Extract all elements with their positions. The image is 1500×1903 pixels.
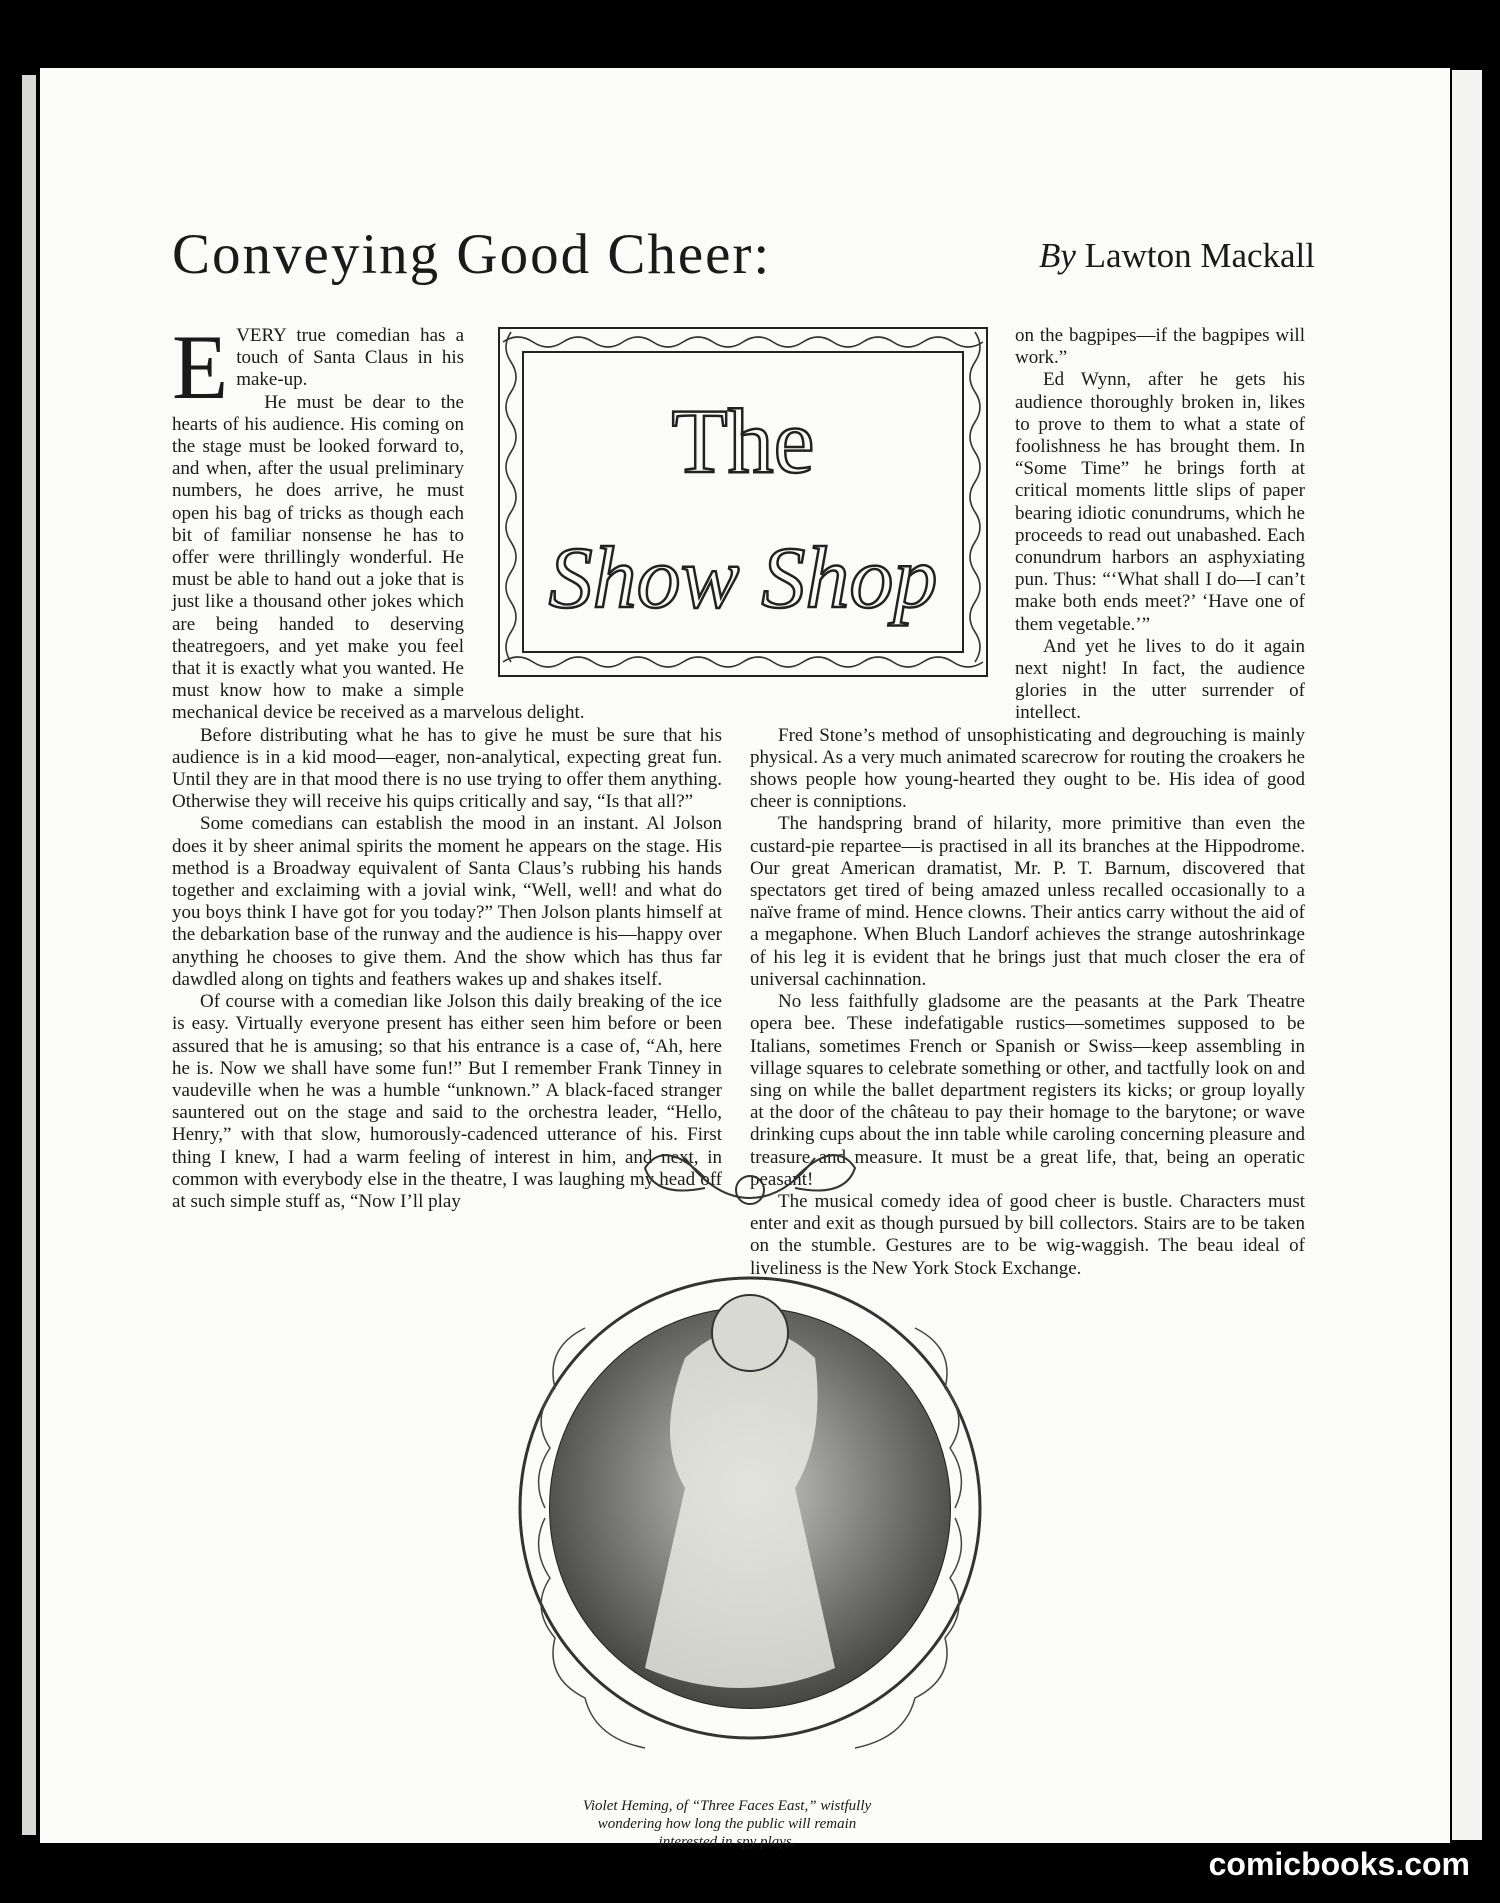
article-title: Conveying Good Cheer: xyxy=(172,223,772,286)
logo-line-the: The xyxy=(671,390,815,492)
paragraph-left-3: Before distributing what he has to give he must be sure that his audience is in a kid mood—eager, non-analytical, expecting great fun. Until they are in that mood there is no use trying to offer them anything. Otherwise they will receive his quips critically and say, “Is that all?” xyxy=(172,724,722,813)
drop-cap: E xyxy=(172,316,229,418)
page-edge-right xyxy=(1452,70,1482,1840)
paragraph-right-6: No less faithfully gladsome are the peasants at the Park Theatre opera bee. These indefatigable rustics—sometimes supposed to be Italians, sometimes French or Spanish or Swiss—keep assembling in village squares to celebrate something or other, and tactfully look on and sing on while the ballet department registers its kicks; or group loyally at the door of the château to pay their homage to the barytone; or wave drinking cups about the inn table while caroling concerning pleasure and treasure and measure. It must be a great life, that, being an operatic peasant! xyxy=(750,991,1305,1190)
woman-head xyxy=(712,1295,788,1371)
logo-line-show-shop: Show Shop xyxy=(548,530,938,627)
column-left xyxy=(172,316,722,1213)
paragraph-left-2: He must be dear to the hearts of his audience. His coming on the stage must be looked forward to, and when, after the usual preliminary numbers, he does arrive, he must open his bag of tricks as though each bit of familiar nonsense he has to offer were thrillingly wonderful. He must be able to hand out a joke that is just like a thousand other jokes which are being handed to deserving theatregoers, and yet make you feel that it is exactly what you wanted. He must know how to make a simple mechanical device be received as a marvelous delight. xyxy=(172,391,585,724)
paragraph-left-1: EVERY true comedian has a touch of Santa Claus in his make-up. xyxy=(172,316,464,418)
photo-caption: Violet Heming, of “Three Faces East,” wistfully wondering how long the public will remain interested in spy plays. xyxy=(582,1798,872,1850)
paragraph-right-5: The handspring brand of hilarity, more primitive than even the custard-pie repartee—is practised in all its branches at the Hippodrome. Our great American dramatist, Mr. P. T. Barnum, discovered that spectators get tired of being amazed unless recalled occasionally to a naïve frame of mind. Hence clowns. Their antics carry without the aid of a megaphone. When Bluch Landorf achieves the strange autoshrinkage of his leg it is evident that he brings just that much closer the era of universal cachinnation. xyxy=(750,813,1305,990)
logo-spacer xyxy=(464,325,722,700)
byline xyxy=(1039,236,1315,276)
author-name: Lawton Mackall xyxy=(1084,236,1315,275)
paragraph-right-7: The musical comedy idea of good cheer is bustle. Characters must enter and exit as though pursued by bill collectors. Stairs are to be taken on the stumble. Gestures are to be wig-waggish. The beau ideal of liveliness is the New York Stock Exchange. xyxy=(750,1190,1305,1279)
watermark: comicbooks.com xyxy=(1208,1846,1470,1882)
paragraph-left-5: Of course with a comedian like Jolson this daily breaking of the ice is easy. Virtually everyone present has either seen him before or been assured that he is amusing; so that his entrance is a case of, “Ah, here he is. Now we shall have some fun!” But I remember Frank Tinney in vaudeville when he was a humble “unknown.” A black-faced stranger sauntered out on the stage and said to the orchestra leader, “Hello, Henry,” with that slow, humorously-cadenced utterance of his. First thing I knew, I had a warm feeling of interest in him, and next, in common with everybody else in the theatre, I was laughing my head off at such simple stuff as, “Now I’ll play xyxy=(172,991,722,1212)
page-edge-left xyxy=(22,75,36,1835)
byline-by: By xyxy=(1038,236,1076,275)
paragraph-right-3: And yet he lives to do it again next night! In fact, the audience glories in the utter surrender of intellect. xyxy=(1015,635,1305,724)
logo-spacer-right xyxy=(750,325,1015,718)
paragraph-right-4: Fred Stone’s method of unsophisticating and degrouching is mainly physical. As a very much animated scarecrow for routing the croakers he shows people how young-hearted they ought to be. His idea of good cheer is conniptions. xyxy=(750,724,1305,813)
title-row xyxy=(135,222,1315,292)
paragraph-left-4: Some comedians can establish the mood in an instant. Al Jolson does it by sheer animal spirits the moment he appears on the stage. His method is a Broadway equivalent of Santa Claus’s rubbing his hands together and exclaiming with a jovial wink, “Well, well! and what do you boys think I have got for you today?” Then Jolson plants himself at the debarkation base of the runway and the audience is his—happy over anything he chooses to give them. And the show which has thus far dawdled along on tights and feathers wakes up and shakes itself. xyxy=(172,813,722,990)
paragraph-right-2: Ed Wynn, after he gets his audience thoroughly broken in, likes to prove to them to what a state of foolishness he has brought them. In “Some Time” he brings forth at critical moments little slips of paper bearing idiotic conundrums, which he proceeds to read out unabashed. Each conundrum harbors an asphyxiating pun. Thus: “‘What shall I do—I can’t make both ends meet?’ ‘Have one of them vegetable.’” xyxy=(1015,369,1305,635)
paragraph-right-1: on the bagpipes—if the bagpipes will work.” xyxy=(1015,325,1305,369)
photo-wreath xyxy=(505,1118,995,1838)
